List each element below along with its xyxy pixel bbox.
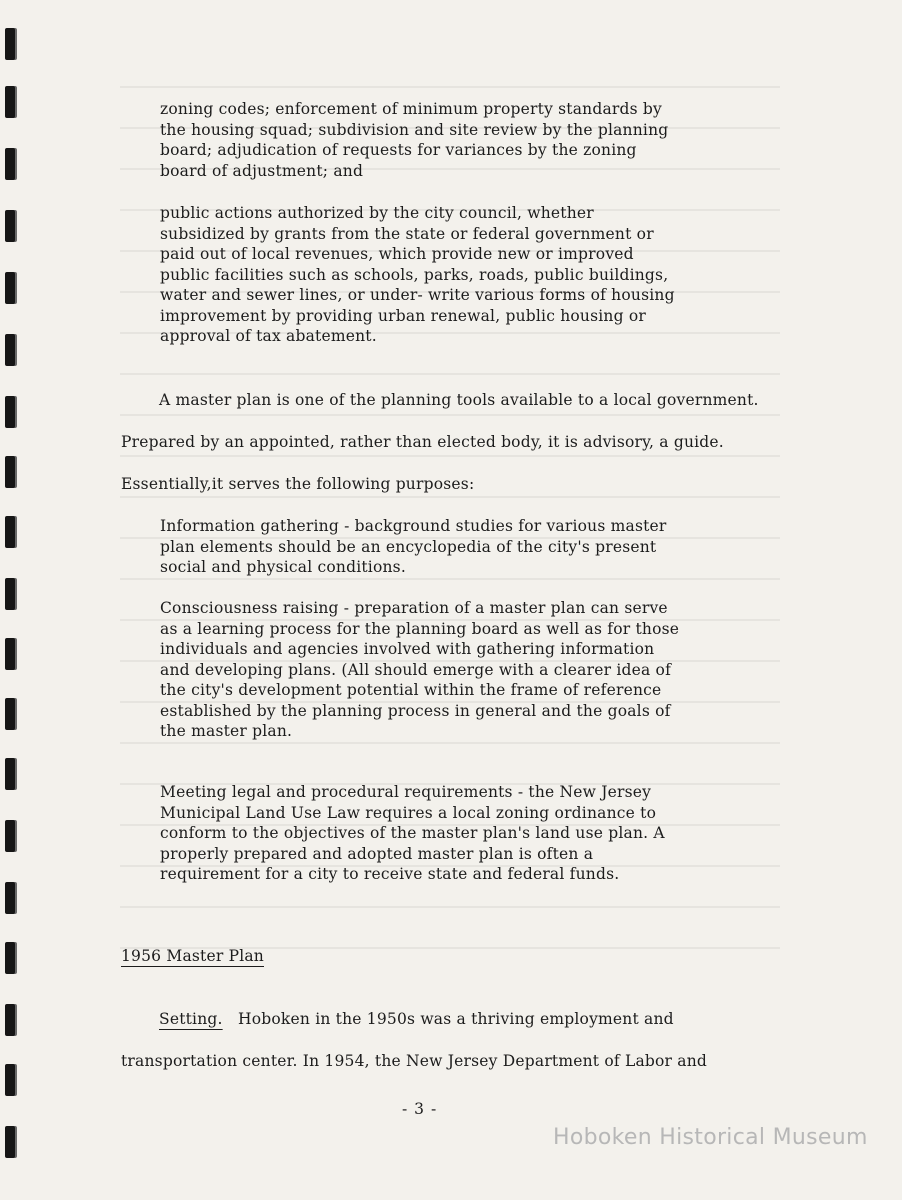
- section-heading-1956: [121, 945, 264, 967]
- binding-ring: [5, 1064, 15, 1096]
- binding-ring: [5, 942, 15, 974]
- binding-ring: [5, 758, 15, 790]
- binding-ring: [5, 638, 15, 670]
- binding-ring: [5, 1126, 15, 1158]
- binding-ring: [5, 1004, 15, 1036]
- binding-ring: [5, 210, 15, 242]
- binding-ring: [5, 334, 15, 366]
- binding-ring: [5, 272, 15, 304]
- binding-ring: [5, 882, 15, 914]
- section-heading-text: 1956 Master Plan: [121, 947, 264, 965]
- setting-label: Setting.: [159, 1010, 223, 1028]
- binding-ring: [5, 28, 15, 60]
- binding-ring: [5, 86, 15, 118]
- master-plan-paragraph: [121, 379, 781, 505]
- binding-ring: [5, 456, 15, 488]
- spiral-binding: [0, 0, 22, 1200]
- binding-ring: [5, 820, 15, 852]
- binding-ring: [5, 396, 15, 428]
- purpose-information-gathering: Information gathering - background studies for various master plan elements should be an encyclopedia of the city's present social and physical conditions.: [160, 517, 667, 576]
- purpose-consciousness-raising: Consciousness raising - preparation of a master plan can serve as a learning process for the planning board as well as for those individuals and agencies involved with gathering information and developing plans. (All should emerge with a clearer idea of the city's development potential within the frame of reference established by the planning process in general and the goals of the master plan.: [160, 599, 680, 740]
- museum-watermark: Hoboken Historical Museum: [553, 1125, 868, 1150]
- binding-ring: [5, 516, 15, 548]
- public-actions-text: public actions authorized by the city council, whether subsidized by grants from the state or federal government or paid out of local revenues, which provide new or improved public facilities such as schools, parks, roads, public buildings, water and sewer lines, or under- write various forms of housing improvement by providing urban renewal, public housing or approval of tax abatement.: [160, 204, 675, 345]
- binding-ring: [5, 698, 15, 730]
- setting-text: Hoboken in the 1950s was a thriving employment and transportation center. In 1954, the New Jersey Department of Labor and: [121, 1010, 708, 1070]
- page-number: - 3 -: [402, 1100, 438, 1118]
- master-plan-text: A master plan is one of the planning tools available to a local government. Prepared by an appointed, rather than elected body, it is advisory, a guide. Essentially,it serves the following purposes:: [121, 391, 759, 493]
- purpose-legal-requirements: Meeting legal and procedural requirements - the New Jersey Municipal Land Use Law requires a local zoning ordinance to conform to the objectives of the master plan's land use plan. A properly prepared and adopted master plan is often a requirement for a city to receive state and federal funds.: [160, 783, 665, 883]
- setting-paragraph: [121, 998, 781, 1082]
- zoning-actions-text: zoning codes; enforcement of minimum property standards by the housing squad; subdivision and site review by the planning board; adjudication of requests for variances by the zoning board of adjustment; and: [160, 100, 669, 180]
- binding-ring: [5, 578, 15, 610]
- binding-ring: [5, 148, 15, 180]
